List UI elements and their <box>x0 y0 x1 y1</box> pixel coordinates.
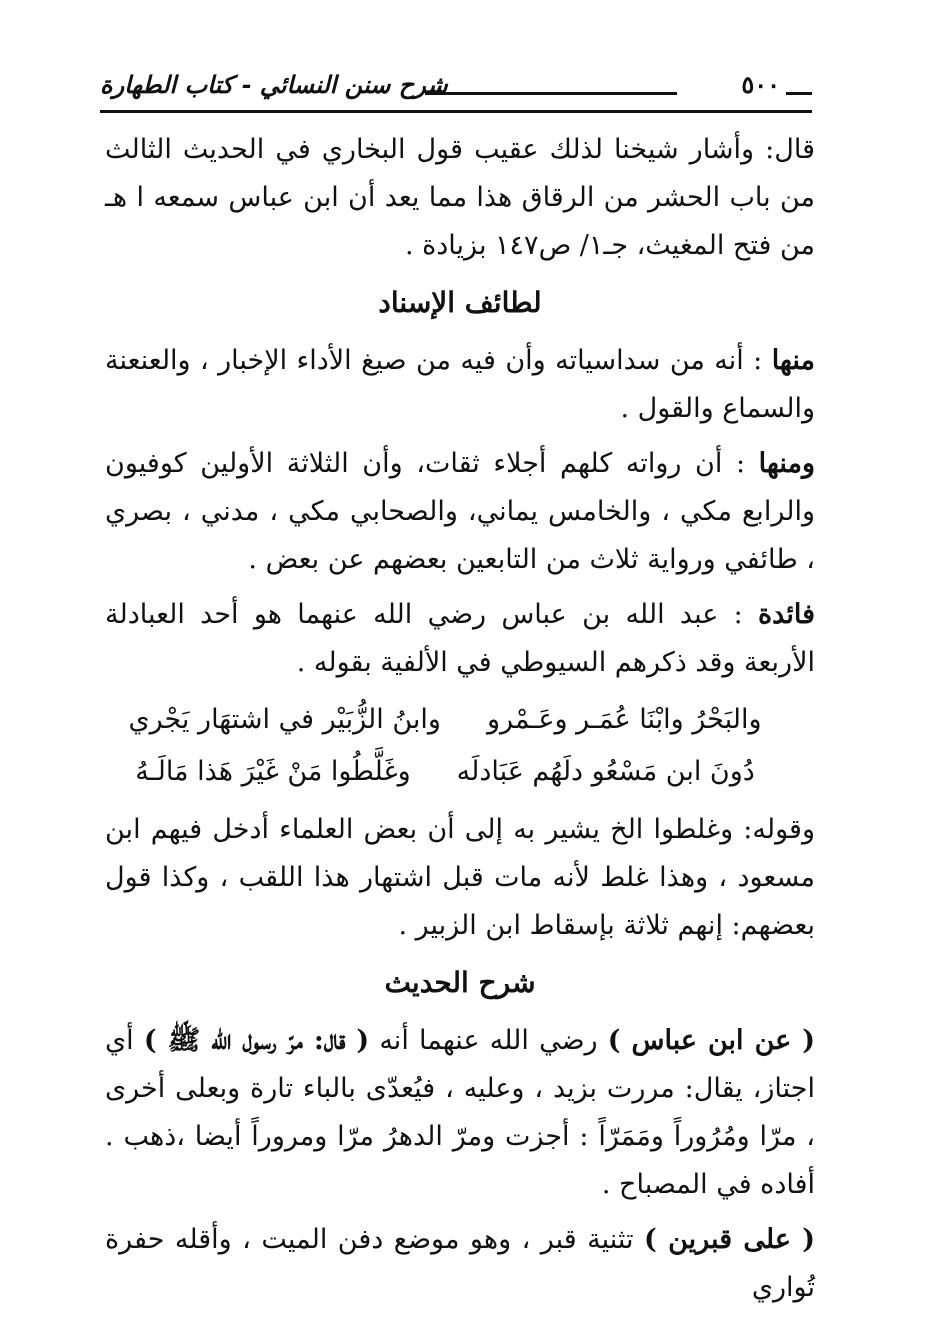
paragraph-text: : أنه من سداسياته وأن فيه من صيغ الأداء الإخبار ، والعنعنة والسماع والقول . <box>105 345 815 424</box>
poem-verse <box>105 694 815 746</box>
verse-hemistich: والبَحْرُ وابْنَا عُمَـر وعَـمْرو <box>486 704 762 735</box>
paragraph-quote: قال: وأشار شيخنا لذلك عقيب قول البخاري في الحديث الثالث من باب الحشر من الرقاق هذا مما يعد أن ابن عباس سمعه ا هـ من فتح المغيث، جـ١/ ص١٤٧ بزيادة . <box>105 134 815 261</box>
hadith-quote: ( عن ابن عباس ) <box>607 1025 816 1056</box>
paragraph-qabrayn <box>105 1216 815 1312</box>
running-title: شرح سنن النسائي - كتاب الطهارة <box>100 70 448 99</box>
hadith-quote: ( قال: مرّ رسول الله ﷺ ) <box>143 1025 370 1056</box>
poem-verse <box>105 746 815 798</box>
hadith-quote: ( على قبرين ) <box>644 1224 815 1255</box>
section-heading-hadith: شرح الحديث <box>384 966 536 999</box>
verse-hemistich: وغَلَّطُوا مَنْ غَيْرَ هَذا مَالَـهُ <box>135 756 411 787</box>
paragraph-text: : عبد الله بن عباس رضي الله عنهما هو أحد العبادلة الأربعة وقد ذكرهم السيوطي في الألفية بقوله . <box>105 599 815 678</box>
page-header <box>100 70 812 114</box>
page-number: ٥٠٠ <box>741 70 780 99</box>
header-dash-tail <box>786 92 812 95</box>
verse-hemistich: دُونَ ابن مَسْعُو دلَهُم عَبَادلَه <box>456 756 755 787</box>
page-body <box>105 126 815 1319</box>
paragraph-lead: منها <box>771 345 815 376</box>
paragraph-minha <box>105 337 815 433</box>
verse-hemistich: وابنُ الزُّبَيْر في اشتهَار يَجْري <box>128 704 441 735</box>
section-heading-isnad: لطائف الإسناد <box>378 286 542 319</box>
paragraph-lead: ومنها <box>758 448 815 479</box>
paragraph-text: : أن رواته كلهم أجلاء ثقات، وأن الثلاثة الأولين كوفيون والرابع مكي ، والخامس يماني، والصحابي مكي ، مدني ، بصري ، طائفي ورواية ثلاث من التابعين بعضهم عن بعض . <box>105 448 815 575</box>
paragraph-text: تثنية قبر ، وهو موضع دفن الميت ، وأقله حفرة تُواري <box>105 1224 815 1303</box>
header-dash-line <box>425 92 677 95</box>
header-rule <box>100 110 812 113</box>
paragraph-faida <box>105 591 815 687</box>
paragraph-text: رضي الله عنهما أنه <box>379 1025 598 1056</box>
paragraph-hadith-text <box>105 1017 815 1209</box>
paragraph-wa-minha <box>105 440 815 584</box>
paragraph-commentary: وقوله: وغلطوا الخ يشير به إلى أن بعض العلماء أدخل فيهم ابن مسعود ، وهذا غلط لأنه مات قبل اشتهار هذا اللقب ، وكذا قول بعضهم: إنهم ثلاثة بإسقاط ابن الزبير . <box>105 814 815 941</box>
paragraph-lead: فائدة <box>758 599 815 630</box>
paragraph-text: أي اجتاز، يقال: مررت بزيد ، وعليه ، فيُعدّى بالباء تارة وبعلى أخرى ، مرّا ومُرُوراً ومَمَرّاً : أجزت ومرّ الدهرُ مرّا ومروراً أيضا ،ذهب . أفاده في المصباح . <box>105 1025 815 1200</box>
